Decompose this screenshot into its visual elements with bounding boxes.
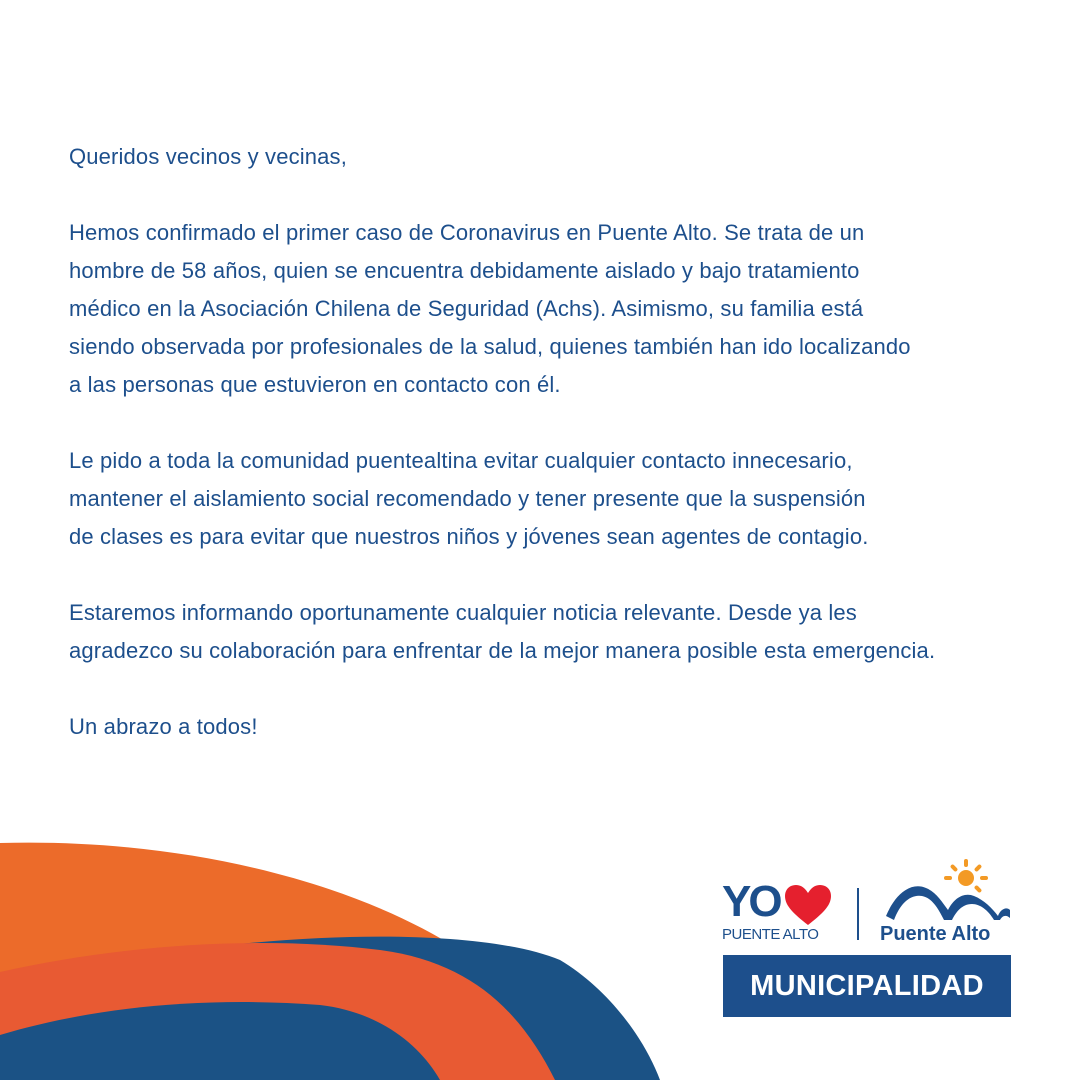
paragraph-3-line: Estaremos informando oportunamente cualquier noticia relevante. Desde ya les [69, 600, 857, 625]
municipalidad-banner [723, 955, 1011, 1017]
closing-line: Un abrazo a todos! [69, 714, 258, 739]
puente-alto-logo [876, 856, 1016, 948]
paragraph-1 [69, 214, 1029, 404]
greeting [69, 138, 1029, 176]
heart-icon [784, 884, 832, 926]
paragraph-1-line: a las personas que estuvieron en contacto con él. [69, 372, 561, 397]
municipalidad-text: MUNICIPALIDAD [750, 969, 984, 1002]
paragraph-2-line: Le pido a toda la comunidad puentealtina evitar cualquier contacto innecesario, [69, 448, 853, 473]
paragraph-1-line: Hemos confirmado el primer caso de Coronavirus en Puente Alto. Se trata de un [69, 220, 865, 245]
puente-alto-name: Puente Alto [880, 923, 991, 945]
paragraph-1-line: siendo observada por profesionales de la salud, quienes también han ido localizando [69, 334, 911, 359]
yo-love-puente-alto-logo [722, 877, 834, 944]
logo-divider [857, 888, 859, 940]
paragraph-3 [69, 594, 1029, 670]
paragraph-1-line: hombre de 58 años, quien se encuentra debidamente aislado y bajo tratamiento [69, 258, 860, 283]
paragraph-3-line: agradezco su colaboración para enfrentar de la mejor manera posible esta emergencia. [69, 638, 936, 663]
mountain-sun-icon [882, 856, 1014, 922]
closing [69, 708, 1029, 746]
yo-text: YO [722, 877, 780, 926]
paragraph-2-line: de clases es para evitar que nuestros niños y jóvenes sean agentes de contagio. [69, 524, 869, 549]
paragraph-1-line: médico en la Asociación Chilena de Seguridad (Achs). Asimismo, su familia está [69, 296, 864, 321]
greeting-line: Queridos vecinos y vecinas, [69, 144, 347, 169]
letter-body [69, 138, 1029, 784]
paragraph-2 [69, 442, 1029, 556]
yo-subtitle: PUENTE ALTO [722, 926, 819, 943]
paragraph-2-line: mantener el aislamiento social recomendado y tener presente que la suspensión [69, 486, 866, 511]
